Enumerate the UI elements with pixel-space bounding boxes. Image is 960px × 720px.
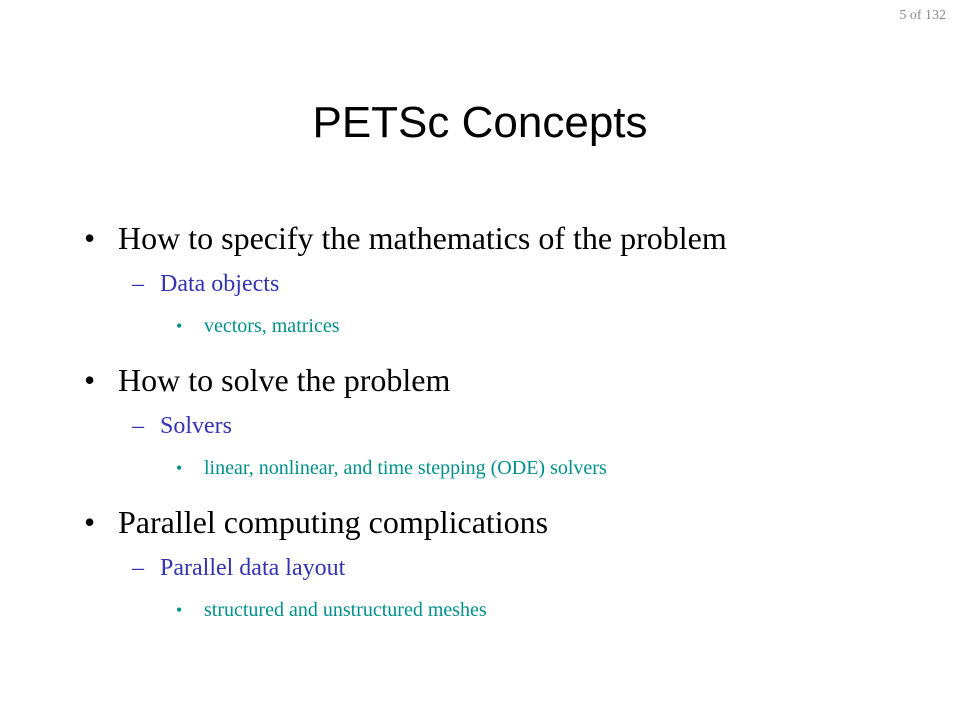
bullet-marker: •: [84, 362, 96, 398]
detail-bullet-text: structured and unstructured meshes: [204, 599, 487, 621]
dash-marker: –: [132, 555, 144, 581]
detail-bullet-item: [84, 448, 920, 488]
bullet-list: [84, 214, 920, 630]
sub-bullet-item: [84, 262, 920, 306]
detail-bullet-text: linear, nonlinear, and time stepping (ODE) solvers: [204, 457, 607, 479]
sub-bullet-item: [84, 546, 920, 590]
detail-bullet-text: vectors, matrices: [204, 315, 340, 337]
bullet-text: How to solve the problem: [118, 362, 451, 398]
slide-counter: 5 of 132: [899, 8, 946, 23]
bullet-marker: •: [176, 600, 183, 620]
bullet-marker: •: [176, 316, 183, 336]
bullet-item: [84, 214, 920, 262]
slide-title: PETSc Concepts: [312, 98, 648, 147]
sub-bullet-text: Solvers: [160, 413, 232, 439]
bullet-item: [84, 498, 920, 546]
bullet-marker: •: [176, 458, 183, 478]
dash-marker: –: [132, 271, 144, 297]
detail-bullet-item: [84, 306, 920, 346]
dash-marker: –: [132, 413, 144, 439]
sub-bullet-item: [84, 404, 920, 448]
bullet-marker: •: [84, 504, 96, 540]
sub-bullet-text: Parallel data layout: [160, 555, 346, 581]
detail-bullet-item: [84, 590, 920, 630]
sub-bullet-text: Data objects: [160, 271, 280, 297]
bullet-marker: •: [84, 220, 96, 256]
bullet-item: [84, 356, 920, 404]
bullet-text: How to specify the mathematics of the problem: [118, 220, 727, 256]
bullet-text: Parallel computing complications: [118, 504, 549, 540]
